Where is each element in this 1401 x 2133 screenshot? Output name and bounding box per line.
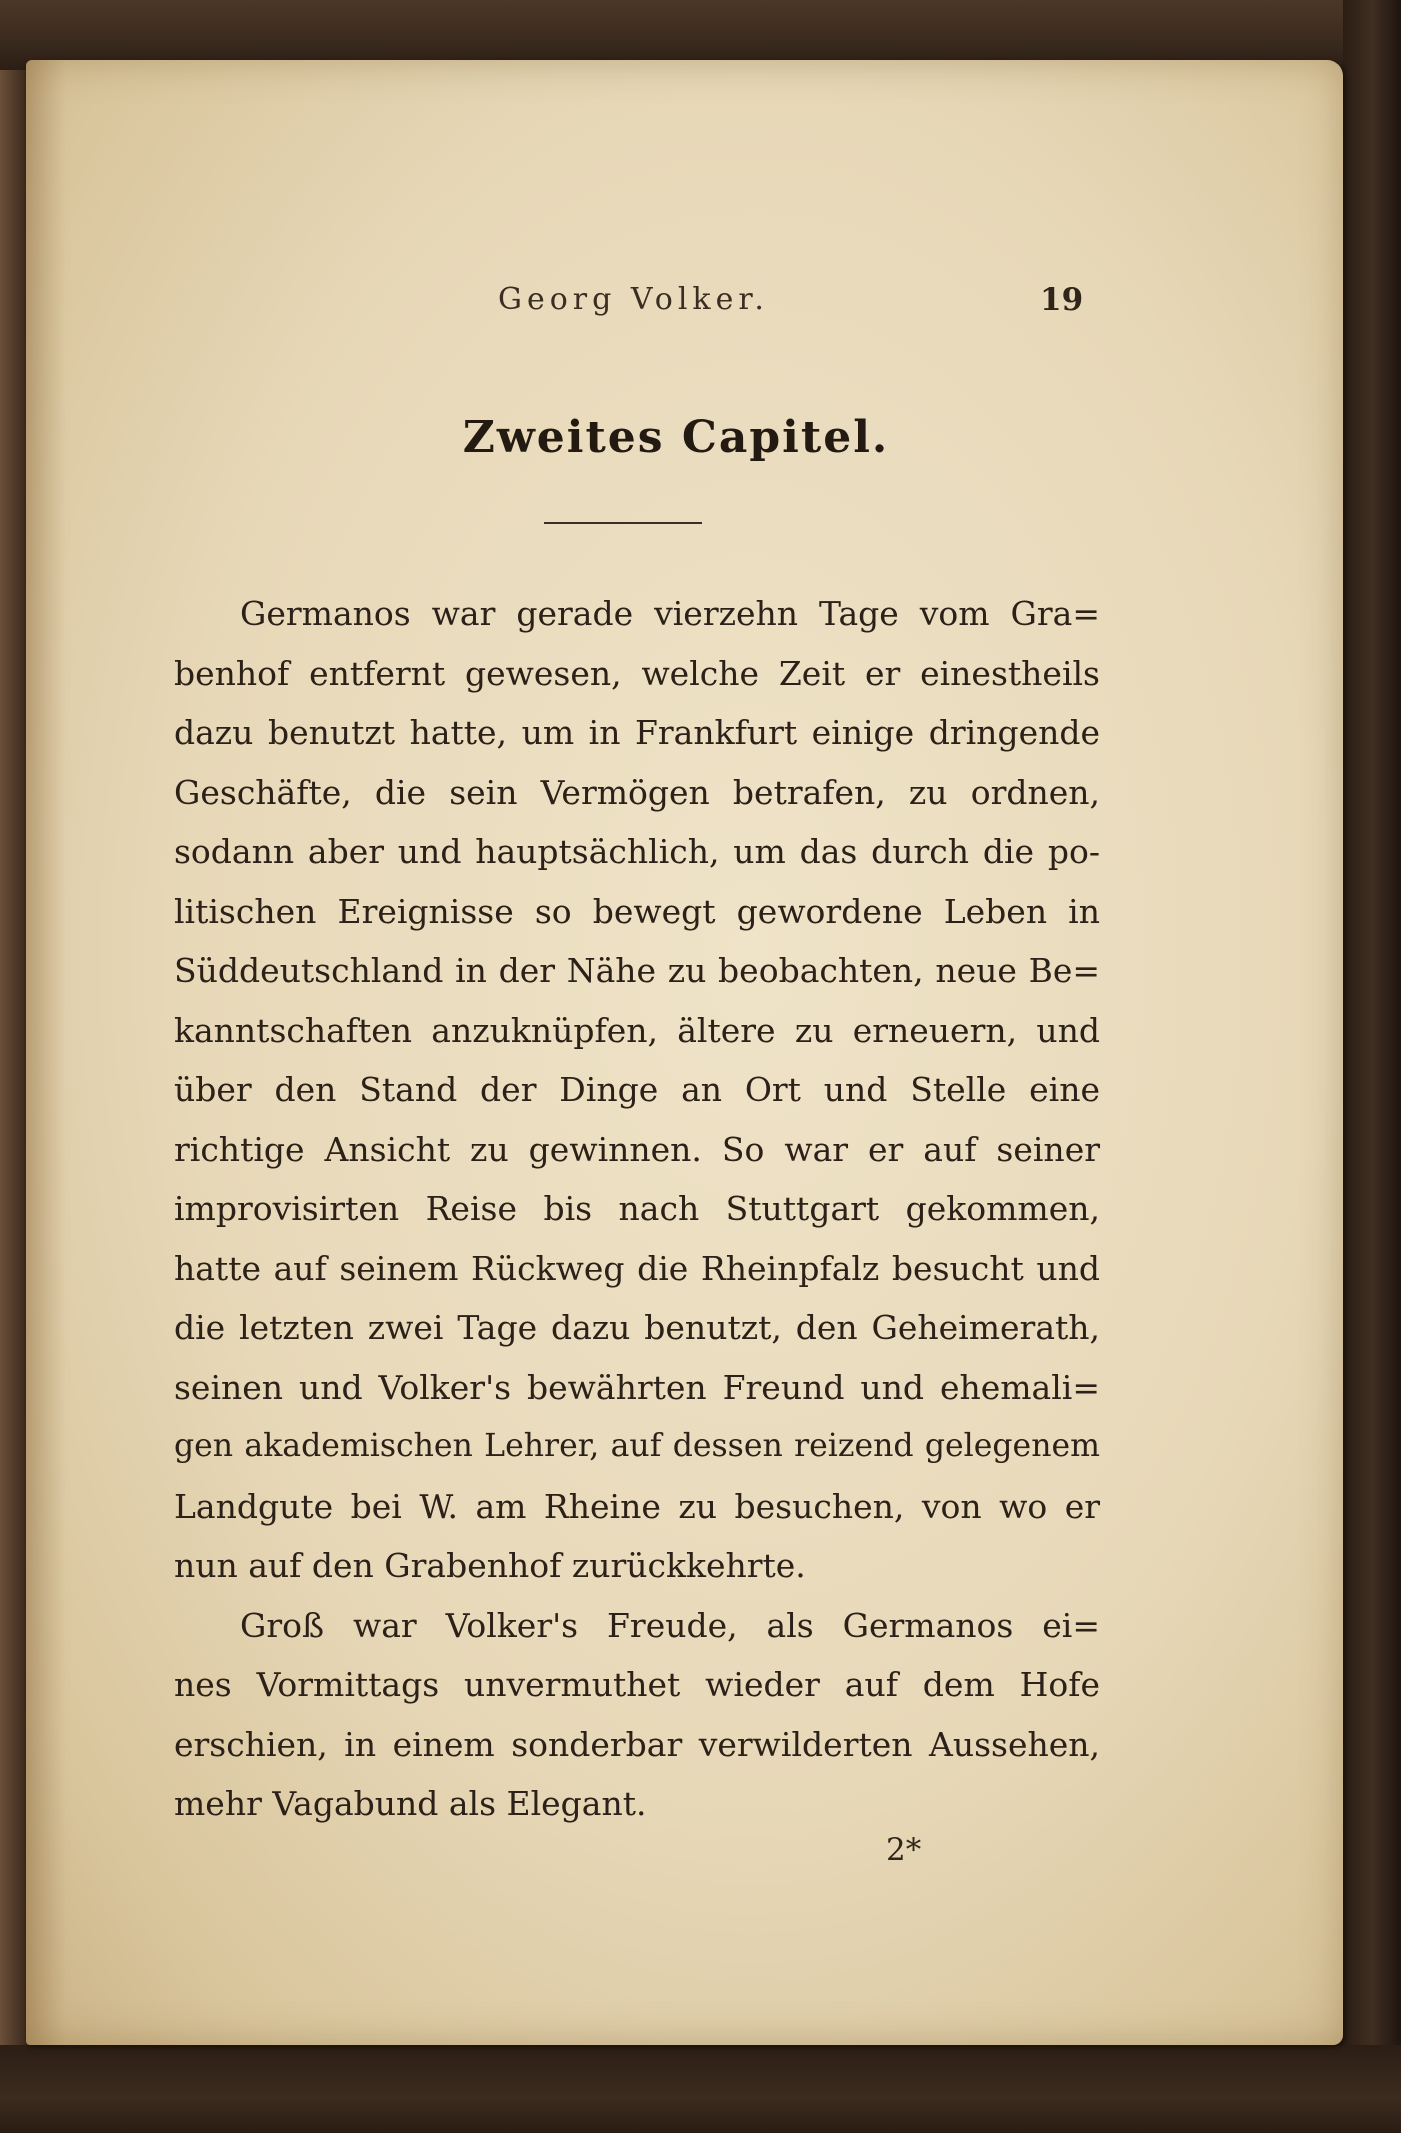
page-gutter-shadow (26, 60, 66, 2045)
text-line: kanntschaften anzuknüpfen, ältere zu erneuern, und (174, 1010, 1100, 1050)
text-line: Germanos war gerade vierzehn Tage vom Gra= (240, 594, 1100, 633)
running-head (26, 282, 1343, 322)
book-page (26, 60, 1343, 2045)
text-line: litischen Ereignisse so bewegt gewordene Leben in (174, 891, 1100, 931)
text-line: die letzten zwei Tage dazu benutzt, den Geheimerath, (174, 1308, 1100, 1347)
text-line: Geschäfte, die sein Vermögen betrafen, zu ordnen, (174, 772, 1100, 812)
paragraph-1 (174, 584, 1100, 1596)
chapter-divider-rule (544, 522, 702, 524)
text-line: benhof entfernt gewesen, welche Zeit er einestheils (174, 653, 1100, 693)
text-line: über den Stand der Dinge an Ort und Stelle eine (174, 1070, 1100, 1109)
cover-right-edge (1343, 0, 1401, 2133)
text-line: improvisirten Reise bis nach Stuttgart gekommen, (174, 1189, 1100, 1228)
text-line: sodann aber und hauptsächlich, um das durch die po- (174, 832, 1100, 871)
paragraph-2 (174, 1596, 1100, 1834)
text-line: Landgute bei W. am Rheine zu besuchen, von wo er (174, 1486, 1100, 1526)
text-line: dazu benutzt hatte, um in Frankfurt einige dringende (174, 713, 1100, 752)
text-line: Süddeutschland in der Nähe zu beobachten, neue Be= (174, 951, 1100, 990)
cover-bottom-edge (0, 2045, 1401, 2133)
chapter-title: Zweites Capitel. (462, 412, 890, 463)
text-line: nes Vormittags unvermuthet wieder auf dem Hofe (174, 1665, 1100, 1704)
running-head-title: Georg Volker. (498, 282, 769, 317)
text-line: Groß war Volker's Freude, als Germanos ei= (240, 1605, 1100, 1645)
text-line: mehr Vagabund als Elegant. (174, 1784, 647, 1823)
signature-mark: 2* (886, 1832, 922, 1868)
body-text (174, 584, 1100, 1834)
text-line: richtige Ansicht zu gewinnen. So war er auf seiner (174, 1129, 1100, 1169)
text-line: erschien, in einem sonderbar verwilderten Aussehen, (174, 1724, 1100, 1764)
text-line: gen akademischen Lehrer, auf dessen reizend gelegenem (174, 1428, 1100, 1464)
text-line: nun auf den Grabenhof zurückkehrte. (174, 1546, 806, 1585)
text-line: hatte auf seinem Rückweg die Rheinpfalz besucht und (174, 1248, 1100, 1288)
page-number: 19 (1040, 282, 1084, 318)
text-line: seinen und Volker's bewährten Freund und ehemali= (174, 1367, 1100, 1407)
